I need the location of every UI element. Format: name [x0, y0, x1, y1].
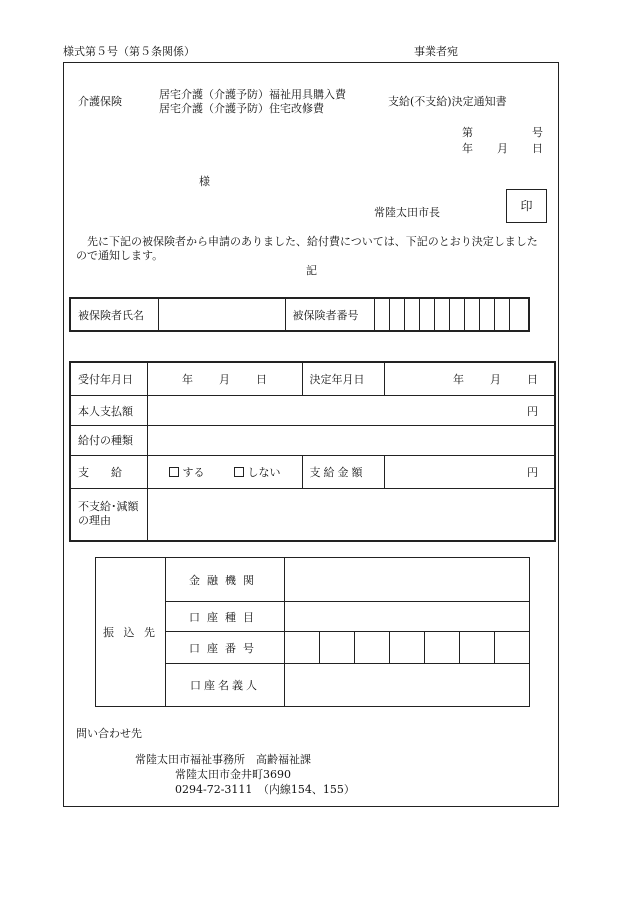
- decided-year: 年: [453, 372, 464, 386]
- insured-name-label: 被保険者氏名: [70, 298, 158, 331]
- ki-marker: 記: [306, 264, 317, 277]
- account-number-label: 口座番号: [166, 632, 285, 664]
- doc-number-dai: 第: [462, 126, 473, 139]
- institution-field[interactable]: [285, 558, 530, 602]
- contact-phone: 0294-72-3111 （内線154、155）: [175, 783, 355, 796]
- account-number-digit[interactable]: [460, 632, 495, 664]
- reason-label-line-1: 不支給･減額: [78, 499, 139, 513]
- received-date-field[interactable]: [147, 362, 302, 395]
- details-table: [69, 361, 556, 542]
- payment-amount-label: 支給金額: [302, 455, 384, 488]
- received-month: 月: [219, 372, 230, 386]
- account-number-digit[interactable]: [285, 632, 320, 664]
- decided-month: 月: [490, 372, 501, 386]
- doc-number-go: 号: [532, 126, 543, 139]
- bank-table: [95, 557, 530, 707]
- decided-day: 日: [527, 372, 538, 386]
- payment-amount-field[interactable]: [384, 455, 555, 488]
- decided-date-label: 決定年月日: [302, 362, 384, 395]
- seal-box: 印: [506, 189, 547, 223]
- issuer: 常陸太田市長: [374, 206, 440, 219]
- form-number: 様式第５号（第５条関係）: [63, 45, 195, 58]
- recipient-suffix: 様: [199, 175, 210, 188]
- category-label: 介護保険: [78, 95, 122, 108]
- service-line-1: 居宅介護（介護予防）福祉用具購入費: [159, 88, 346, 101]
- insured-number-digit[interactable]: [404, 298, 419, 331]
- self-pay-yen: 円: [527, 404, 538, 418]
- service-line-2: 居宅介護（介護予防）住宅改修費: [159, 102, 324, 115]
- insured-number-digit[interactable]: [479, 298, 494, 331]
- date-month: 月: [497, 142, 508, 155]
- received-day: 日: [256, 372, 267, 386]
- benefit-type-field[interactable]: [147, 426, 555, 455]
- option-yes-label: する: [182, 465, 205, 479]
- insured-number-label: 被保険者番号: [285, 298, 374, 331]
- checkbox-yes[interactable]: [169, 467, 179, 477]
- benefit-type-label: 給付の種類: [70, 426, 147, 455]
- reason-label-line-2: の理由: [78, 514, 111, 528]
- account-number-digit[interactable]: [320, 632, 355, 664]
- insured-number-digit[interactable]: [509, 298, 529, 331]
- self-pay-label: 本人支払額: [70, 395, 147, 425]
- addressee: 事業者宛: [414, 45, 458, 58]
- insured-number-digit[interactable]: [449, 298, 464, 331]
- reason-field[interactable]: [147, 488, 555, 541]
- account-type-field[interactable]: [285, 602, 530, 632]
- date-day: 日: [532, 142, 543, 155]
- payment-amount-yen: 円: [527, 465, 538, 479]
- account-number-digit[interactable]: [390, 632, 425, 664]
- account-holder-field[interactable]: [285, 664, 530, 707]
- insured-number-digit[interactable]: [434, 298, 449, 331]
- insured-table: [69, 297, 530, 332]
- account-number-digit[interactable]: [355, 632, 390, 664]
- contact-heading: 問い合わせ先: [76, 727, 142, 740]
- institution-label: 金融機関: [166, 558, 285, 602]
- insured-number-digit[interactable]: [419, 298, 434, 331]
- body-text-line-2: ので通知します。: [76, 249, 164, 262]
- reason-label: [70, 488, 147, 541]
- payment-options: [147, 455, 302, 488]
- decided-date-field[interactable]: [384, 362, 555, 395]
- checkbox-no[interactable]: [234, 467, 244, 477]
- self-pay-field[interactable]: [147, 395, 555, 425]
- insured-number-digit[interactable]: [374, 298, 389, 331]
- body-text-line-1: 先に下記の被保険者から申請のありました、給付費については、下記のとおり決定しました: [87, 235, 538, 248]
- contact-address: 常陸太田市金井町3690: [175, 768, 291, 781]
- payment-label: 支 給: [70, 455, 147, 488]
- received-year: 年: [182, 372, 193, 386]
- account-type-label: 口座種目: [166, 602, 285, 632]
- account-number-digit[interactable]: [425, 632, 460, 664]
- received-date-label: 受付年月日: [70, 362, 147, 395]
- insured-number-digit[interactable]: [494, 298, 509, 331]
- account-holder-label: 口座名義人: [166, 664, 285, 707]
- insured-number-digit[interactable]: [389, 298, 404, 331]
- contact-office: 常陸太田市福祉事務所 高齢福祉課: [135, 753, 311, 766]
- notice-title: 支給(不支給)決定通知書: [388, 95, 507, 108]
- option-no-label: しない: [247, 465, 281, 479]
- insured-number-digit[interactable]: [464, 298, 479, 331]
- date-year: 年: [462, 142, 473, 155]
- bank-section-label: 振 込 先: [96, 558, 166, 707]
- account-number-digit[interactable]: [495, 632, 530, 664]
- insured-name-field[interactable]: [158, 298, 285, 331]
